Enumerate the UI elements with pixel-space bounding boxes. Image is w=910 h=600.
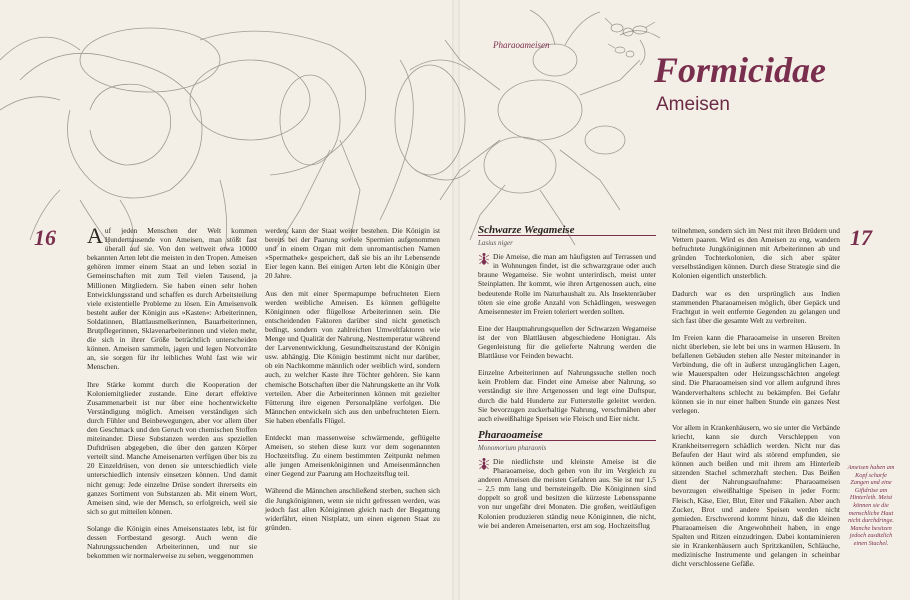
- paragraph: [478, 457, 656, 530]
- ant-pencil-illustration: [0, 0, 910, 250]
- paragraph-text: uf jeden Menschen der Welt kommen Hunderttausende von Ameisen, man stößt fast überall auf sie. Von den weltweit etwa 10000 bekannten Arten lebt die meisten in den Tropen. Ameisen gehören immer einem Staat an und leben sozial in Gemeinschaften mit zum Teil vielen Tausend, ja Millionen Mitgliedern. Sie haben einen sehr hohen Entwicklungsstand und schaffen es durch Arbeitsteilung viele existentielle Probleme zu lösen. Ein Ameisenvolk besteht außer der Königin aus »Kasten«: Arbeiterinnen, Soldatinnen, Blattlausmelkerinnen, Bauarbeiterinnen, Brutpflegerinnen, Sklavenarbeiterinnen und vielen mehr, die sich in ihrer Größe beträchtlich unterscheiden können. Ameisen sammeln, jagen und legen Notvorräte an, sie sorgen für ihr leibliches Wohl fast wie wir Menschen.: [87, 226, 257, 372]
- drop-cap: A: [87, 223, 103, 248]
- page-title: Formicidae: [654, 50, 826, 90]
- paragraph: Einzelne Arbeiterinnen auf Nahrungssuche stellen noch kein Problem dar. Findet eine Ameise aber Nahrung, so verständigt sie ihre Artgenossen und legt eine Duftspur, durch die bald Hunderte zur Futterstelle geleitet werden. Sie bevorzugen zuckerhaltige Nahrung, verschmähen aber auch eiweißhaltige Speisen wie Fleisch und Eier nicht.: [478, 368, 656, 423]
- ant-icon: [478, 457, 490, 470]
- paragraph-text: Die Ameise, die man am häufigsten auf Terrassen und in Wohnungen findet, ist die schwarzgraue oder auch braune Wegameise. Sie wohnt unterirdisch, meist unter Steinplatten. Ihr kommt, wie ihren Artgenossen auch, eine bedeutende Rolle im Naturhaushalt zu. Als Insektenräuber töten sie eine große Anzahl von Schädlingen, weswegen Ameisennester im Freien toleriert werden sollten.: [478, 252, 656, 316]
- paragraph: [87, 223, 257, 372]
- small-ants-drawing: [605, 18, 655, 57]
- latin-name-wegameise: Lasius niger: [478, 239, 513, 248]
- paragraph: Ihre Stärke kommt durch die Kooperation der Koloniemitglieder zustande. Eine derart effektive Zusammenarbeit ist nur über eine hochentwickelte Verständigung möglich. Ameisen verständigen sich durch Fühler und Beinbewegungen, aber vor allem über den Geschmack und den Geruch von chemischen Stoffen miteinander. Diese Substanzen werden aus speziellen Duftdrüsen abgegeben, die über den ganzen Körper verteilt sind. Manche Ameisenarten verfügen über bis zu 20 Einzeldrüsen, von denen sie unterschiedlich viele unterschiedlich intensiv einsetzen können. Und damit nicht genug: Jede einzelne Drüse sondert ihrerseits ein ganzes Sortiment von Substanzen ab. Mit einem Wort, Ameisen sind, wie der Mensch, so erfolgreich, weil sie sich so gut mitteilen können.: [87, 379, 257, 516]
- paragraph: Solange die Königin eines Ameisenstaates lebt, ist für dessen Fortbestand gesorgt. Auch wenn die Nahrungssuchenden Arbeiterinnen, und nur sie bekommen wir normalerweise zu sehen, weggenommen: [87, 523, 257, 561]
- page-subtitle: Ameisen: [656, 94, 730, 115]
- text-column-3: [478, 226, 656, 538]
- section-title-wegameise: Schwarze Wegameise: [478, 224, 575, 236]
- paragraph: werden, kann der Staat weiter bestehen. Die Königin ist bereits bei der Paarung soviele Spermien aufgenommen und in einem Organ mit dem unromantischen Namen »Spermathek« gespeichert, daß sie bis an ihr Lebensende Eier legen kann. Bei einigen Arten lebt die Königin über 20 Jahre.: [265, 226, 440, 281]
- page-number-left: 16: [34, 225, 56, 250]
- paragraph: Eine der Hauptnahrungsquellen der Schwarzen Wegameise ist der von Blattläusen abgeschiedene Honigtau. Als Gegenleistung für die gelieferte Nahrung werden die Blattläuse vor Feinden bewacht.: [478, 323, 656, 361]
- page-number-right: 17: [850, 225, 872, 250]
- paragraph: Vor allem in Krankenhäusern, wo sie unter die Verbände kriecht, kann sie durch Verschleppen von Krankheitserregern schädlich werden. Nicht nur das Befaufen der Haut wird als störend empfunden, sie können auch beißen und mit ihrem am Hinterleib sitzenden Stachel schmerzhaft stechen. Das Beißen dient der Nahrungsaufnahme: Pharaoameisen bevorzugen eiweißhaltige Speisen in jeder Form: Fleisch, Käse, Eier, Blut, Eiter und Fäkalien. Aber auch Zucker, Brot und andere Speisen werden nicht gemieden. Erschwerend kommt hinzu, daß die kleinen Pharaoameisen die Angewohnheit haben, in enge Spalten und Ritzen einzudringen. Dabei kontaminieren sie in Krankenhäusern auch Spritzkanülen, Schläuche, medizinische Instrumente und gelangen in scheinbar dicht verschlossene Gefäße.: [672, 422, 840, 569]
- paragraph: [478, 252, 656, 316]
- paragraph: Dadurch war es den ursprünglich aus Indien stammenden Pharaoameisen möglich, über Gepäck und Frachtgut in weit entfernte Gegenden zu gelangen und sich fast über die gesamte Welt zu verbreiten.: [672, 288, 840, 325]
- text-column-2: [265, 226, 440, 540]
- paragraph: Entdeckt man massenweise schwärmende, geflügelte Ameisen, so stehen diese kurz vor dem sogenannten Hochzeitsflug. Zu einem bestimmten Zeitpunkt nehmen alle jungen Ameisenköniginnen und Ameisenmännchen einer Gegend zur Paarung am Hochzeitsflug teil.: [265, 432, 440, 479]
- paragraph: Während die Männchen anschließend sterben, suchen sich die Jungköniginnen, wenn sie nicht gefressen werden, was jedoch fast allen Königinnen gleich nach der Begattung widerfährt, einen Nistplatz, um einen eigenen Staat zu gründen.: [265, 486, 440, 532]
- section-title-pharaoameise: Pharaoameise: [478, 428, 543, 441]
- text-column-1: [87, 223, 257, 568]
- margin-note: Ameisen haben am Kopf scharfe Zangen und eine Giftdrüse am Hinterleib. Meist können sie die menschliche Haut nicht durchdringe. Manche besitzen jedoch zusätzlich einen Stachel.: [847, 464, 895, 547]
- paragraph: Aus den mit einer Spermapumpe befruchteten Eiern werden weibliche Ameisen. Es können geflügelte Königinnen oder flügellose Arbeiterinnen sein. Die entscheidenden Faktoren darüber sind nicht genetisch bedingt, sondern von zahlreichen Umweltfaktoren wie Menge und Qualität der Nahrung, Nesttemperatur während der Larvenentwicklung, Gesundheitszustand der Königin usw. abhängig. Die Königin bestimmt nicht nur darüber, ob ein Nachkomme männlich oder weiblich wird, sondern auch, zu welcher Kaste ihre Töchter gehören. Sie kann chemische Botschaften über die Nahrungskette an ihr Volk verteilen. Aber die Arbeiterinnen können mit gezielter Fütterung ihre eigenen Personalpläne verfolgen. Die Männchen entwickeln sich aus den unbefruchteten Eiern. Sie haben ebenfalls Flügel.: [265, 288, 440, 425]
- text-column-4: [672, 226, 840, 576]
- header-tag: Pharaoameisen: [493, 40, 550, 50]
- paragraph-text: Die niedlichste und kleinste Ameise ist die Pharaoameise, doch gehen von ihr im Vergleich zu anderen Ameisen die meisten Gefahren aus. Sie ist nur 1,5 – 2,5 mm lang und bernsteingelb. Die Königinnen sind doppelt so groß und besitzen die kürzeste Lebensspanne von nur ungefähr drei Monaten. Die großen, weitläufigen Kolonien produzieren ständig neue Königinnen, die nicht, wie bei anderen Ameisenarten, erst am sog. Hochzeitsflug: [478, 456, 656, 530]
- ant-icon: [478, 252, 490, 265]
- latin-name-pharaoameise: Monomorium pharaonis: [478, 443, 547, 452]
- paragraph: Im Freien kann die Pharaoameise in unseren Breiten nicht überleben, sie lebt bei uns in warmen Häusern. In befallenen Gebäuden stehen alle Nester miteinander in Verbindung, die oft in äußerst unzugänglichen Lagen, wie Mauerspalten oder Heizungsschächten angelegt sind. Die Pharaoameisen sind vor allem aufgrund ihres Wanderverhaltens schlecht zu bekämpfen. Bei Gefahr können sie in nur einer halben Stunde ein ganzes Nest verlegen.: [672, 332, 840, 415]
- paragraph: teilnehmen, sondern sich im Nest mit ihren Brüdern und Vettern paaren. Wird es den Ameisen zu eng, wandern befruchtete Jungköniginnen mit Arbeiterinnen ab und gründen Tochterkolonien, die sich aber später verselbständigen können. Durch diese Strategie sind die Kolonien eigentlich unsterblich.: [672, 226, 840, 281]
